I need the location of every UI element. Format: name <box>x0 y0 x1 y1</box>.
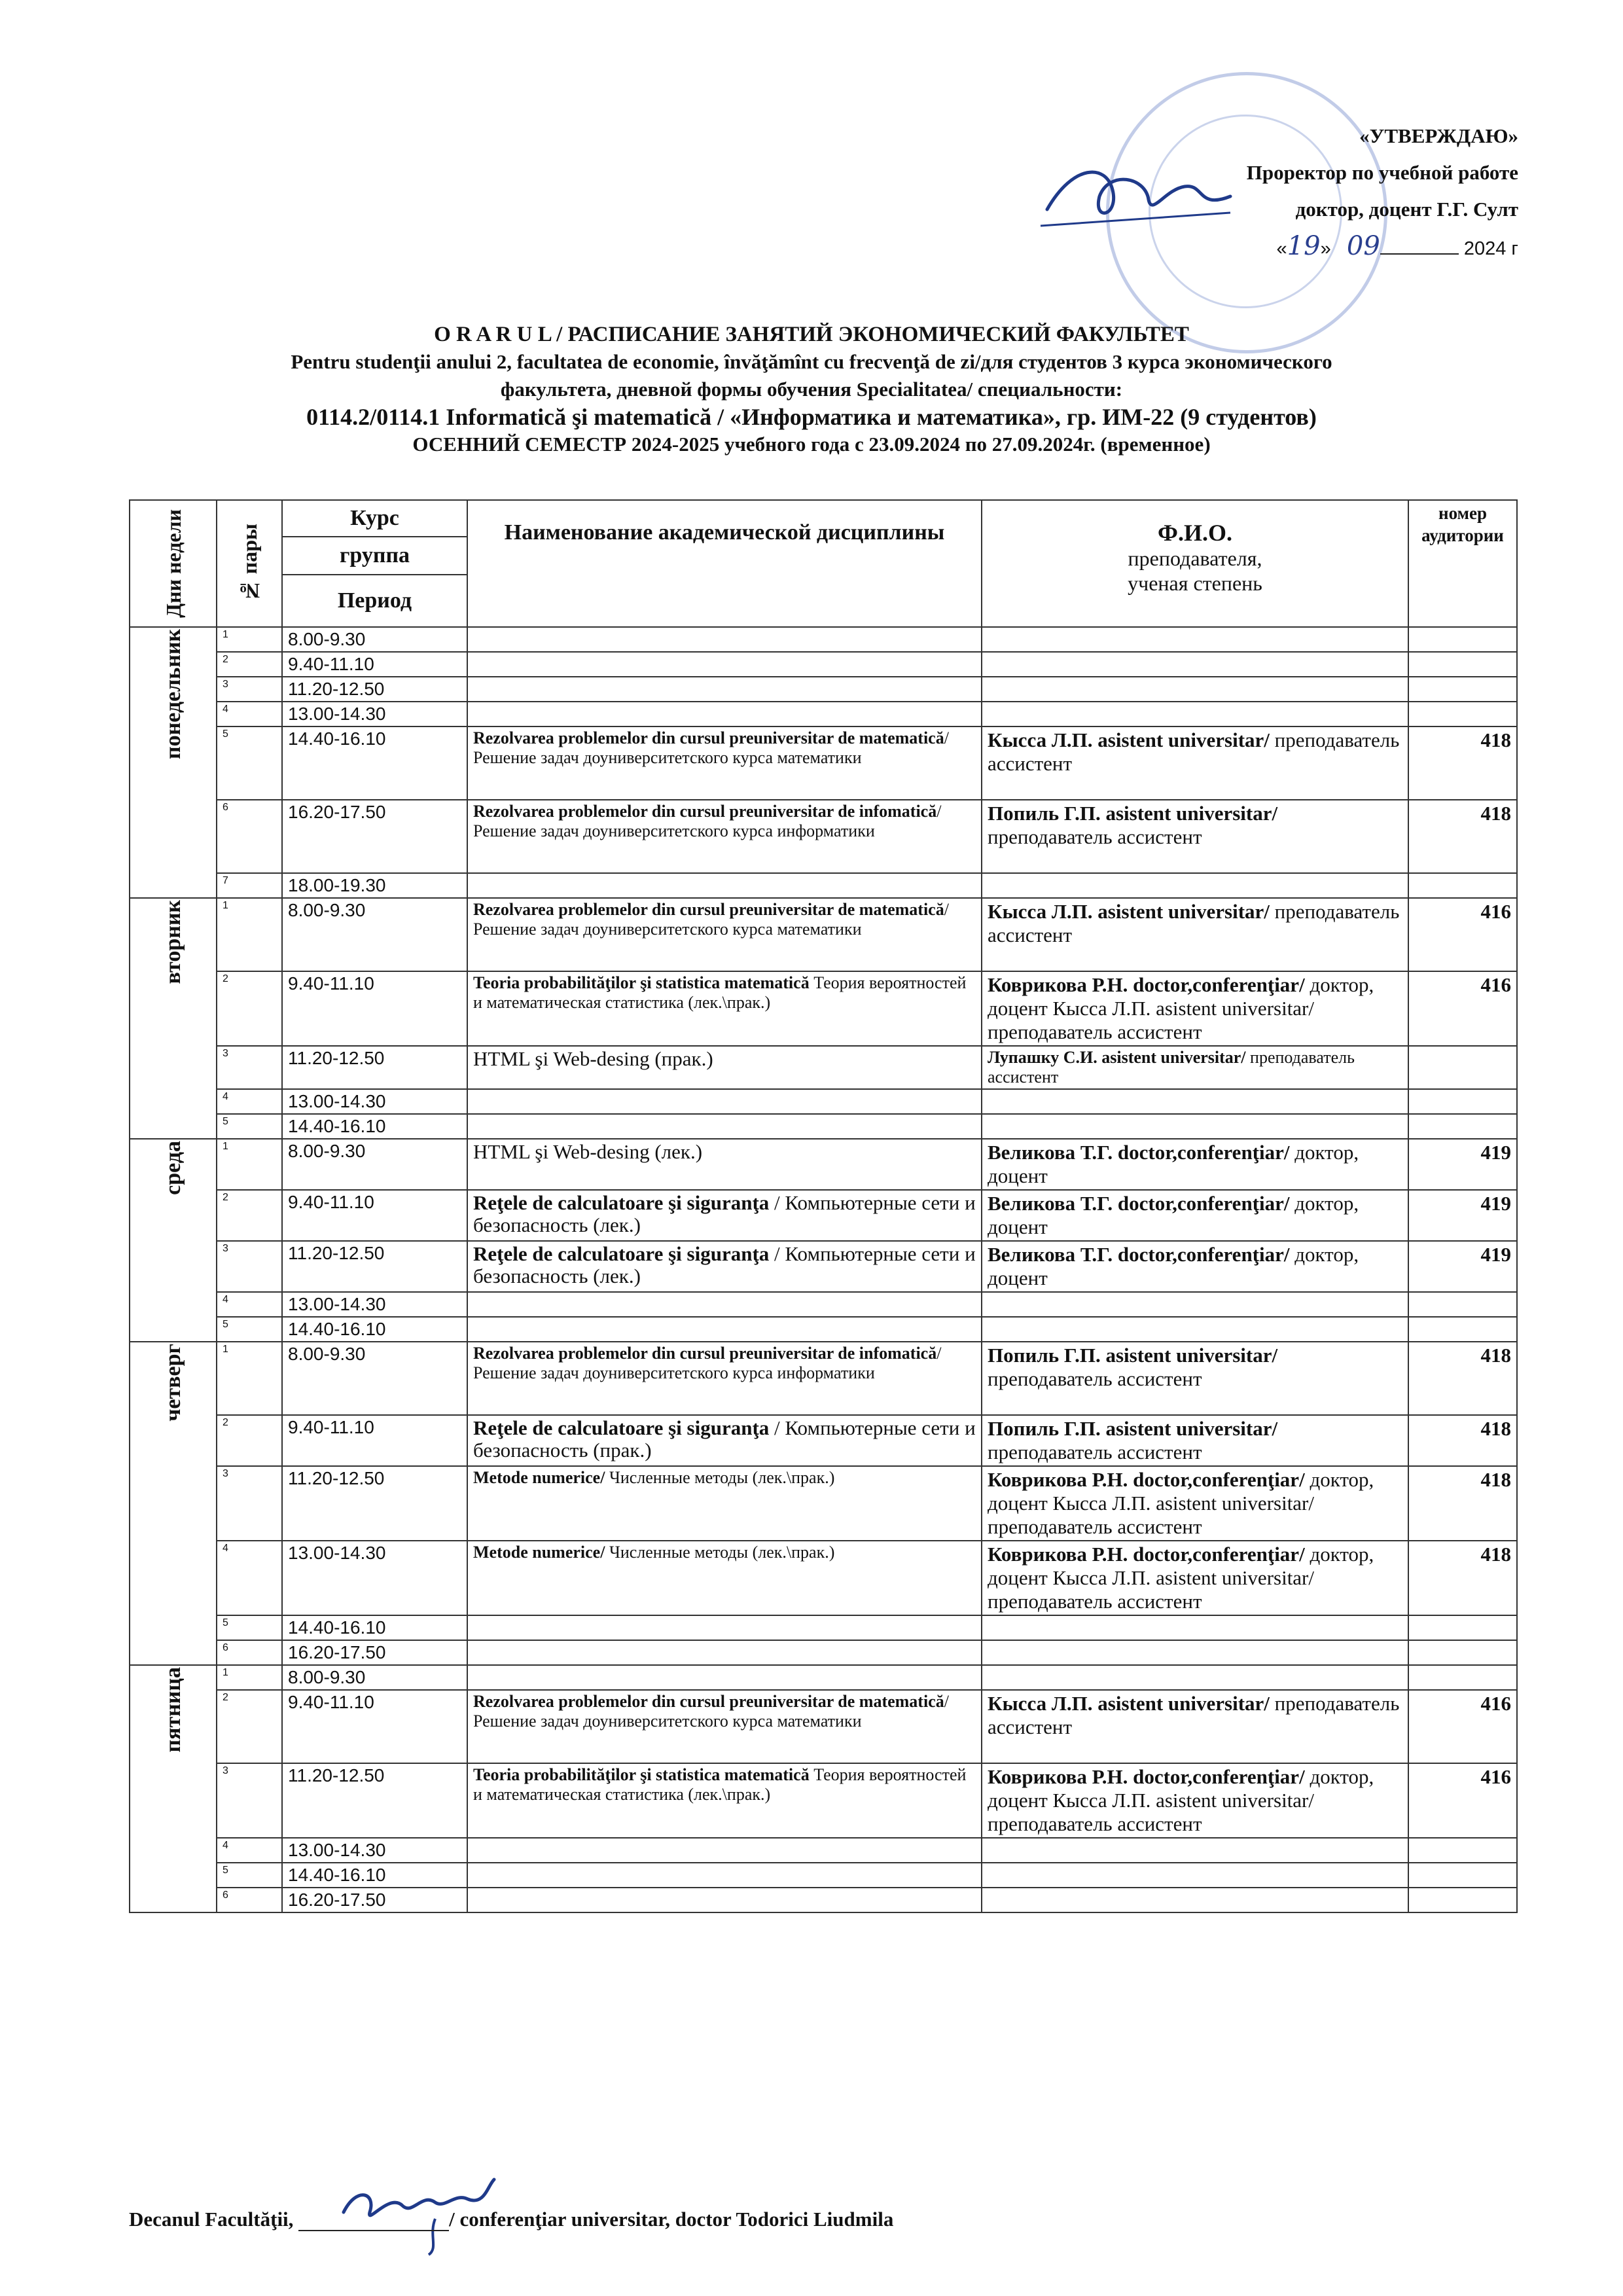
pair-number: 2 <box>217 1690 282 1763</box>
teacher-cell <box>982 1317 1408 1342</box>
approval-block <box>1047 118 1518 267</box>
discipline-ro: Rezolvarea problemelor din cursul preuniversitar de infomatică <box>473 1344 937 1363</box>
pair-number: 2 <box>217 1415 282 1466</box>
room-number <box>1408 1317 1517 1342</box>
schedule-row <box>130 1541 1517 1615</box>
approval-name: доктор, доцент Г.Г. Султ <box>1295 198 1518 221</box>
schedule-row <box>130 1114 1517 1139</box>
teacher-title: доктор, доцент Кысса Л.П. asistent universitar/преподаватель ассистент <box>988 1468 1374 1538</box>
pair-time: 18.00-19.30 <box>282 873 467 898</box>
pair-number: 2 <box>217 971 282 1046</box>
header-room-line1: номер <box>1438 503 1487 523</box>
room-number: 416 <box>1408 898 1517 971</box>
teacher-cell <box>982 1640 1408 1665</box>
pair-time: 9.40-11.10 <box>282 1190 467 1241</box>
room-number: 418 <box>1408 800 1517 873</box>
pair-number: 2 <box>217 652 282 677</box>
date-close-quote: » <box>1320 238 1331 259</box>
pair-number: 5 <box>217 1317 282 1342</box>
schedule-row <box>130 1190 1517 1241</box>
pair-time: 11.20-12.50 <box>282 1466 467 1541</box>
pair-number: 3 <box>217 1241 282 1292</box>
teacher-cell <box>982 1190 1408 1241</box>
room-number <box>1408 1640 1517 1665</box>
header-teacher <box>982 500 1408 627</box>
pair-number: 7 <box>217 873 282 898</box>
room-number <box>1408 1292 1517 1317</box>
discipline-ru: /Решение задач доуниверситетского курса математики <box>473 728 949 767</box>
header-title: O R A R U L / РАСПИСАНИЕ ЗАНЯТИЙ ЭКОНОМИЧЕСКИЙ ФАКУЛЬТЕТ <box>434 323 1189 346</box>
schedule-row <box>130 1690 1517 1763</box>
header-kurs: Курс <box>282 500 467 537</box>
pair-number: 3 <box>217 1466 282 1541</box>
discipline-ru: /Решение задач доуниверситетского курса математики <box>473 1692 949 1731</box>
schedule-row <box>130 800 1517 873</box>
teacher-title: преподаватель ассистент <box>988 1367 1202 1390</box>
teacher-cell <box>982 652 1408 677</box>
pair-time: 14.40-16.10 <box>282 1863 467 1888</box>
schedule-table <box>129 499 1518 1913</box>
pair-number: 5 <box>217 1114 282 1139</box>
discipline-cell <box>467 1342 982 1415</box>
discipline-cell <box>467 800 982 873</box>
day-name: пятница <box>160 1667 185 1753</box>
room-number: 418 <box>1408 1342 1517 1415</box>
schedule-row <box>130 1292 1517 1317</box>
discipline-cell <box>467 1665 982 1690</box>
pair-time: 9.40-11.10 <box>282 971 467 1046</box>
day-cell <box>130 1665 217 1912</box>
teacher-cell <box>982 1838 1408 1863</box>
approval-title: «УТВЕРЖДАЮ» <box>1359 124 1518 147</box>
teacher-title: преподаватель ассистент <box>988 1441 1202 1463</box>
room-number <box>1408 1665 1517 1690</box>
discipline-ru: Численные методы (лек.\прак.) <box>605 1468 835 1487</box>
room-number: 416 <box>1408 1763 1517 1838</box>
pair-time: 13.00-14.30 <box>282 1541 467 1615</box>
discipline-cell <box>467 702 982 726</box>
header-days: Дни недели <box>130 500 217 627</box>
approval-position: Проректор по учебной работе <box>1246 161 1518 184</box>
schedule-row <box>130 627 1517 652</box>
schedule-row <box>130 873 1517 898</box>
teacher-cell <box>982 1241 1408 1292</box>
room-number: 419 <box>1408 1139 1517 1190</box>
teacher-title: доктор, доцент Кысса Л.П. asistent universitar/преподаватель ассистент <box>988 1765 1374 1835</box>
teacher-name: Коврикова Р.Н. doctor,conferenţiar/ <box>988 1468 1305 1491</box>
teacher-name: Великова Т.Г. doctor,conferenţiar/ <box>988 1141 1290 1164</box>
pair-number: 6 <box>217 1888 282 1912</box>
discipline-ru: /Решение задач доуниверситетского курса информатики <box>473 1344 942 1382</box>
header-line-2: Pentru studenţii anului 2, facultatea de economie, învăţămînt cu frecvenţă de zi/для студентов 3 курса экономического <box>291 350 1332 373</box>
pair-time: 14.40-16.10 <box>282 726 467 800</box>
pair-number: 1 <box>217 1665 282 1690</box>
signature-blank <box>298 2210 449 2231</box>
discipline-ro: Teoria probabilităţilor şi statistica matematică <box>473 1765 810 1784</box>
pair-number: 5 <box>217 726 282 800</box>
discipline-cell <box>467 1763 982 1838</box>
schedule-row <box>130 1317 1517 1342</box>
pair-time: 11.20-12.50 <box>282 1763 467 1838</box>
schedule-row <box>130 1640 1517 1665</box>
discipline-ru: /Решение задач доуниверситетского курса информатики <box>473 802 942 840</box>
pair-time: 9.40-11.10 <box>282 1415 467 1466</box>
discipline-ru: / Компьютерные сети и безопасность (лек.) <box>473 1191 976 1236</box>
teacher-title: преподаватель ассистент <box>988 825 1202 848</box>
header-discipline: Наименование академической дисциплины <box>467 500 982 627</box>
header-room <box>1408 500 1517 627</box>
discipline-ro: Rezolvarea problemelor din cursul preuniversitar de matematică <box>473 1692 944 1711</box>
teacher-cell <box>982 1541 1408 1615</box>
teacher-name: Кысса Л.П. asistent universitar/ <box>988 900 1270 923</box>
teacher-cell <box>982 1089 1408 1114</box>
pair-time: 9.40-11.10 <box>282 652 467 677</box>
day-cell <box>130 1342 217 1665</box>
pair-number: 5 <box>217 1863 282 1888</box>
teacher-cell <box>982 1690 1408 1763</box>
schedule-row <box>130 1763 1517 1838</box>
pair-time: 13.00-14.30 <box>282 1089 467 1114</box>
footer-prefix: Decanul Facultăţii, <box>129 2208 294 2231</box>
pair-time: 8.00-9.30 <box>282 1139 467 1190</box>
discipline-cell <box>467 1139 982 1190</box>
teacher-title: доктор, доцент Кысса Л.П. asistent universitar/преподаватель ассистент <box>988 973 1374 1043</box>
discipline-cell <box>467 627 982 652</box>
pair-number: 3 <box>217 1046 282 1089</box>
schedule-row <box>130 1415 1517 1466</box>
discipline-cell <box>467 1114 982 1139</box>
teacher-title: доктор, доцент <box>988 1243 1359 1289</box>
discipline-cell <box>467 1241 982 1292</box>
discipline-cell <box>467 873 982 898</box>
room-number <box>1408 1888 1517 1912</box>
pair-time: 8.00-9.30 <box>282 1665 467 1690</box>
pair-number: 4 <box>217 1838 282 1863</box>
teacher-cell <box>982 1763 1408 1838</box>
discipline-ru: Теория вероятностей и математическая статистика (лек.\прак.) <box>473 973 967 1012</box>
teacher-cell <box>982 1863 1408 1888</box>
room-number <box>1408 1863 1517 1888</box>
discipline-cell <box>467 1046 982 1089</box>
dean-signature-line <box>129 2208 893 2231</box>
teacher-cell <box>982 898 1408 971</box>
room-number <box>1408 1089 1517 1114</box>
room-number: 418 <box>1408 1466 1517 1541</box>
schedule-row <box>130 1888 1517 1912</box>
pair-time: 11.20-12.50 <box>282 677 467 702</box>
room-number <box>1408 1114 1517 1139</box>
date-month: 09 <box>1346 231 1380 261</box>
teacher-cell <box>982 1114 1408 1139</box>
day-cell <box>130 898 217 1139</box>
room-number: 419 <box>1408 1190 1517 1241</box>
footer-suffix: / conferenţiar universitar, doctor Todorici Liudmila <box>449 2208 894 2231</box>
teacher-title: преподаватель ассистент <box>988 900 1400 946</box>
teacher-name: Коврикова Р.Н. doctor,conferenţiar/ <box>988 973 1305 996</box>
teacher-cell <box>982 1466 1408 1541</box>
teacher-name: Коврикова Р.Н. doctor,conferenţiar/ <box>988 1543 1305 1566</box>
header-pair-number: № пары <box>217 500 282 627</box>
pair-number: 3 <box>217 677 282 702</box>
discipline-cell <box>467 1190 982 1241</box>
discipline-cell <box>467 1466 982 1541</box>
discipline-ru: / Компьютерные сети и безопасность (лек.) <box>473 1242 976 1287</box>
day-name: четверг <box>160 1344 185 1422</box>
discipline-cell <box>467 971 982 1046</box>
discipline-ro: Rezolvarea problemelor din cursul preuniversitar de matematică <box>473 900 944 919</box>
day-cell <box>130 1139 217 1342</box>
pair-time: 9.40-11.10 <box>282 1690 467 1763</box>
teacher-cell <box>982 971 1408 1046</box>
pair-number: 3 <box>217 1763 282 1838</box>
schedule-row <box>130 1241 1517 1292</box>
pair-time: 13.00-14.30 <box>282 1838 467 1863</box>
discipline-cell <box>467 1640 982 1665</box>
teacher-cell <box>982 627 1408 652</box>
teacher-name: Попиль Г.П. asistent universitar/ <box>988 802 1278 825</box>
schedule-row <box>130 1615 1517 1640</box>
header-fio-title: Ф.И.О. <box>1158 520 1232 546</box>
teacher-cell <box>982 1415 1408 1466</box>
discipline-cell <box>467 1690 982 1763</box>
teacher-name: Коврикова Р.Н. doctor,conferenţiar/ <box>988 1765 1305 1788</box>
schedule-row <box>130 898 1517 971</box>
room-number <box>1408 677 1517 702</box>
teacher-name: Лупашку С.И. asistent universitar/ <box>988 1048 1246 1067</box>
discipline-ro: Reţele de calculatoare şi siguranţa <box>473 1242 770 1265</box>
discipline-ru: / Компьютерные сети и безопасность (прак.) <box>473 1416 976 1462</box>
schedule-row <box>130 1863 1517 1888</box>
teacher-cell <box>982 873 1408 898</box>
teacher-title: доктор, доцент <box>988 1141 1359 1187</box>
teacher-title: доктор, доцент <box>988 1192 1359 1238</box>
schedule-row <box>130 1838 1517 1863</box>
discipline-ru: Теория вероятностей и математическая статистика (лек.\прак.) <box>473 1765 967 1804</box>
pair-time: 11.20-12.50 <box>282 1046 467 1089</box>
teacher-name: Кысса Л.П. asistent universitar/ <box>988 1692 1270 1715</box>
room-number <box>1408 1615 1517 1640</box>
schedule-row <box>130 702 1517 726</box>
discipline-cell <box>467 1838 982 1863</box>
room-number <box>1408 702 1517 726</box>
teacher-name: Кысса Л.П. asistent universitar/ <box>988 728 1270 751</box>
discipline-ro: Metode numerice/ <box>473 1468 605 1487</box>
teacher-title: преподаватель ассистент <box>988 1048 1355 1086</box>
schedule-row <box>130 677 1517 702</box>
discipline-ro: Rezolvarea problemelor din cursul preuniversitar de infomatică <box>473 802 937 821</box>
room-number <box>1408 1838 1517 1863</box>
header-semester: ОСЕННИЙ СЕМЕСТР 2024-2025 учебного года с 23.09.2024 по 27.09.2024г. (временное) <box>412 433 1211 456</box>
pair-time: 8.00-9.30 <box>282 1342 467 1415</box>
teacher-name: Великова Т.Г. doctor,conferenţiar/ <box>988 1243 1290 1266</box>
discipline-cell <box>467 1089 982 1114</box>
discipline-cell <box>467 1863 982 1888</box>
approval-date <box>1047 228 1518 267</box>
pair-time: 13.00-14.30 <box>282 1292 467 1317</box>
pair-time: 14.40-16.10 <box>282 1317 467 1342</box>
room-number <box>1408 1046 1517 1089</box>
teacher-title: доктор, доцент Кысса Л.П. asistent universitar/преподаватель ассистент <box>988 1543 1374 1613</box>
schedule-row <box>130 1466 1517 1541</box>
schedule-header <box>98 321 1525 458</box>
teacher-cell <box>982 1665 1408 1690</box>
discipline-cell <box>467 1292 982 1317</box>
pair-number: 4 <box>217 1292 282 1317</box>
teacher-cell <box>982 1342 1408 1415</box>
pair-time: 13.00-14.30 <box>282 702 467 726</box>
discipline-cell <box>467 1615 982 1640</box>
teacher-cell <box>982 677 1408 702</box>
discipline-cell <box>467 898 982 971</box>
pair-time: 11.20-12.50 <box>282 1241 467 1292</box>
teacher-cell <box>982 1046 1408 1089</box>
discipline-ro: Teoria probabilităţilor şi statistica matematică <box>473 973 810 992</box>
discipline-ru: Численные методы (лек.\прак.) <box>605 1543 835 1562</box>
teacher-cell <box>982 1292 1408 1317</box>
pair-time: 8.00-9.30 <box>282 898 467 971</box>
schedule-row <box>130 1046 1517 1089</box>
pair-time: 16.20-17.50 <box>282 800 467 873</box>
pair-number: 1 <box>217 1342 282 1415</box>
schedule-row <box>130 652 1517 677</box>
teacher-cell <box>982 1615 1408 1640</box>
discipline-ru: /Решение задач доуниверситетского курса математики <box>473 900 949 939</box>
discipline-ro: Reţele de calculatoare şi siguranţa <box>473 1416 770 1439</box>
teacher-cell <box>982 800 1408 873</box>
schedule-row <box>130 726 1517 800</box>
teacher-title: преподаватель ассистент <box>988 728 1400 775</box>
schedule-row <box>130 1342 1517 1415</box>
pair-number: 1 <box>217 1139 282 1190</box>
header-period: Период <box>282 575 467 627</box>
teacher-cell <box>982 726 1408 800</box>
header-fio-sub1: преподавателя, <box>1128 547 1262 570</box>
pair-time: 8.00-9.30 <box>282 627 467 652</box>
schedule-row <box>130 1139 1517 1190</box>
discipline-ru: HTML şi Web-desing (лек.) <box>473 1140 703 1163</box>
room-number <box>1408 652 1517 677</box>
teacher-name: Попиль Г.П. asistent universitar/ <box>988 1417 1278 1440</box>
pair-number: 6 <box>217 800 282 873</box>
teacher-cell <box>982 1139 1408 1190</box>
pair-number: 6 <box>217 1640 282 1665</box>
room-number: 418 <box>1408 1415 1517 1466</box>
pair-number: 4 <box>217 702 282 726</box>
header-room-line2: аудитории <box>1421 526 1504 545</box>
pair-time: 16.20-17.50 <box>282 1640 467 1665</box>
date-open-quote: « <box>1276 238 1287 259</box>
pair-number: 4 <box>217 1541 282 1615</box>
day-name: понедельник <box>160 629 185 759</box>
teacher-name: Великова Т.Г. doctor,conferenţiar/ <box>988 1192 1290 1215</box>
teacher-title: преподаватель ассистент <box>988 1692 1400 1738</box>
pair-number: 1 <box>217 898 282 971</box>
discipline-cell <box>467 652 982 677</box>
pair-number: 4 <box>217 1089 282 1114</box>
room-number <box>1408 627 1517 652</box>
pair-time: 14.40-16.10 <box>282 1615 467 1640</box>
pair-time: 16.20-17.50 <box>282 1888 467 1912</box>
date-day: 19 <box>1287 231 1321 261</box>
room-number: 416 <box>1408 971 1517 1046</box>
discipline-ru: HTML şi Web-desing (прак.) <box>473 1047 713 1070</box>
header-specialty: 0114.2/0114.1 Informatică şi matematică / «Информатика и математика», гр. ИМ-22 (9 студентов) <box>306 404 1317 430</box>
day-cell <box>130 627 217 898</box>
header-fio-sub2: ученая степень <box>1128 571 1262 595</box>
discipline-cell <box>467 726 982 800</box>
schedule-row <box>130 971 1517 1046</box>
pair-number: 5 <box>217 1615 282 1640</box>
discipline-ro: Metode numerice/ <box>473 1543 605 1562</box>
room-number <box>1408 873 1517 898</box>
teacher-name: Попиль Г.П. asistent universitar/ <box>988 1344 1278 1367</box>
pair-number: 2 <box>217 1190 282 1241</box>
discipline-ro: Rezolvarea problemelor din cursul preuniversitar de matematică <box>473 728 944 747</box>
schedule-row <box>130 1665 1517 1690</box>
room-number: 418 <box>1408 1541 1517 1615</box>
room-number: 416 <box>1408 1690 1517 1763</box>
room-number: 418 <box>1408 726 1517 800</box>
room-number: 419 <box>1408 1241 1517 1292</box>
discipline-cell <box>467 1541 982 1615</box>
discipline-cell <box>467 1317 982 1342</box>
header-gruppa: группа <box>282 537 467 575</box>
discipline-cell <box>467 1415 982 1466</box>
discipline-ro: Reţele de calculatoare şi siguranţa <box>473 1191 770 1214</box>
pair-number: 1 <box>217 627 282 652</box>
schedule-row <box>130 1089 1517 1114</box>
day-name: среда <box>160 1141 185 1195</box>
discipline-cell <box>467 1888 982 1912</box>
teacher-cell <box>982 702 1408 726</box>
pair-time: 14.40-16.10 <box>282 1114 467 1139</box>
discipline-cell <box>467 677 982 702</box>
teacher-cell <box>982 1888 1408 1912</box>
date-year: 2024 г <box>1463 238 1518 259</box>
day-name: вторник <box>160 900 185 984</box>
header-line-3: факультета, дневной формы обучения Specialitatea/ специальности: <box>500 378 1123 401</box>
